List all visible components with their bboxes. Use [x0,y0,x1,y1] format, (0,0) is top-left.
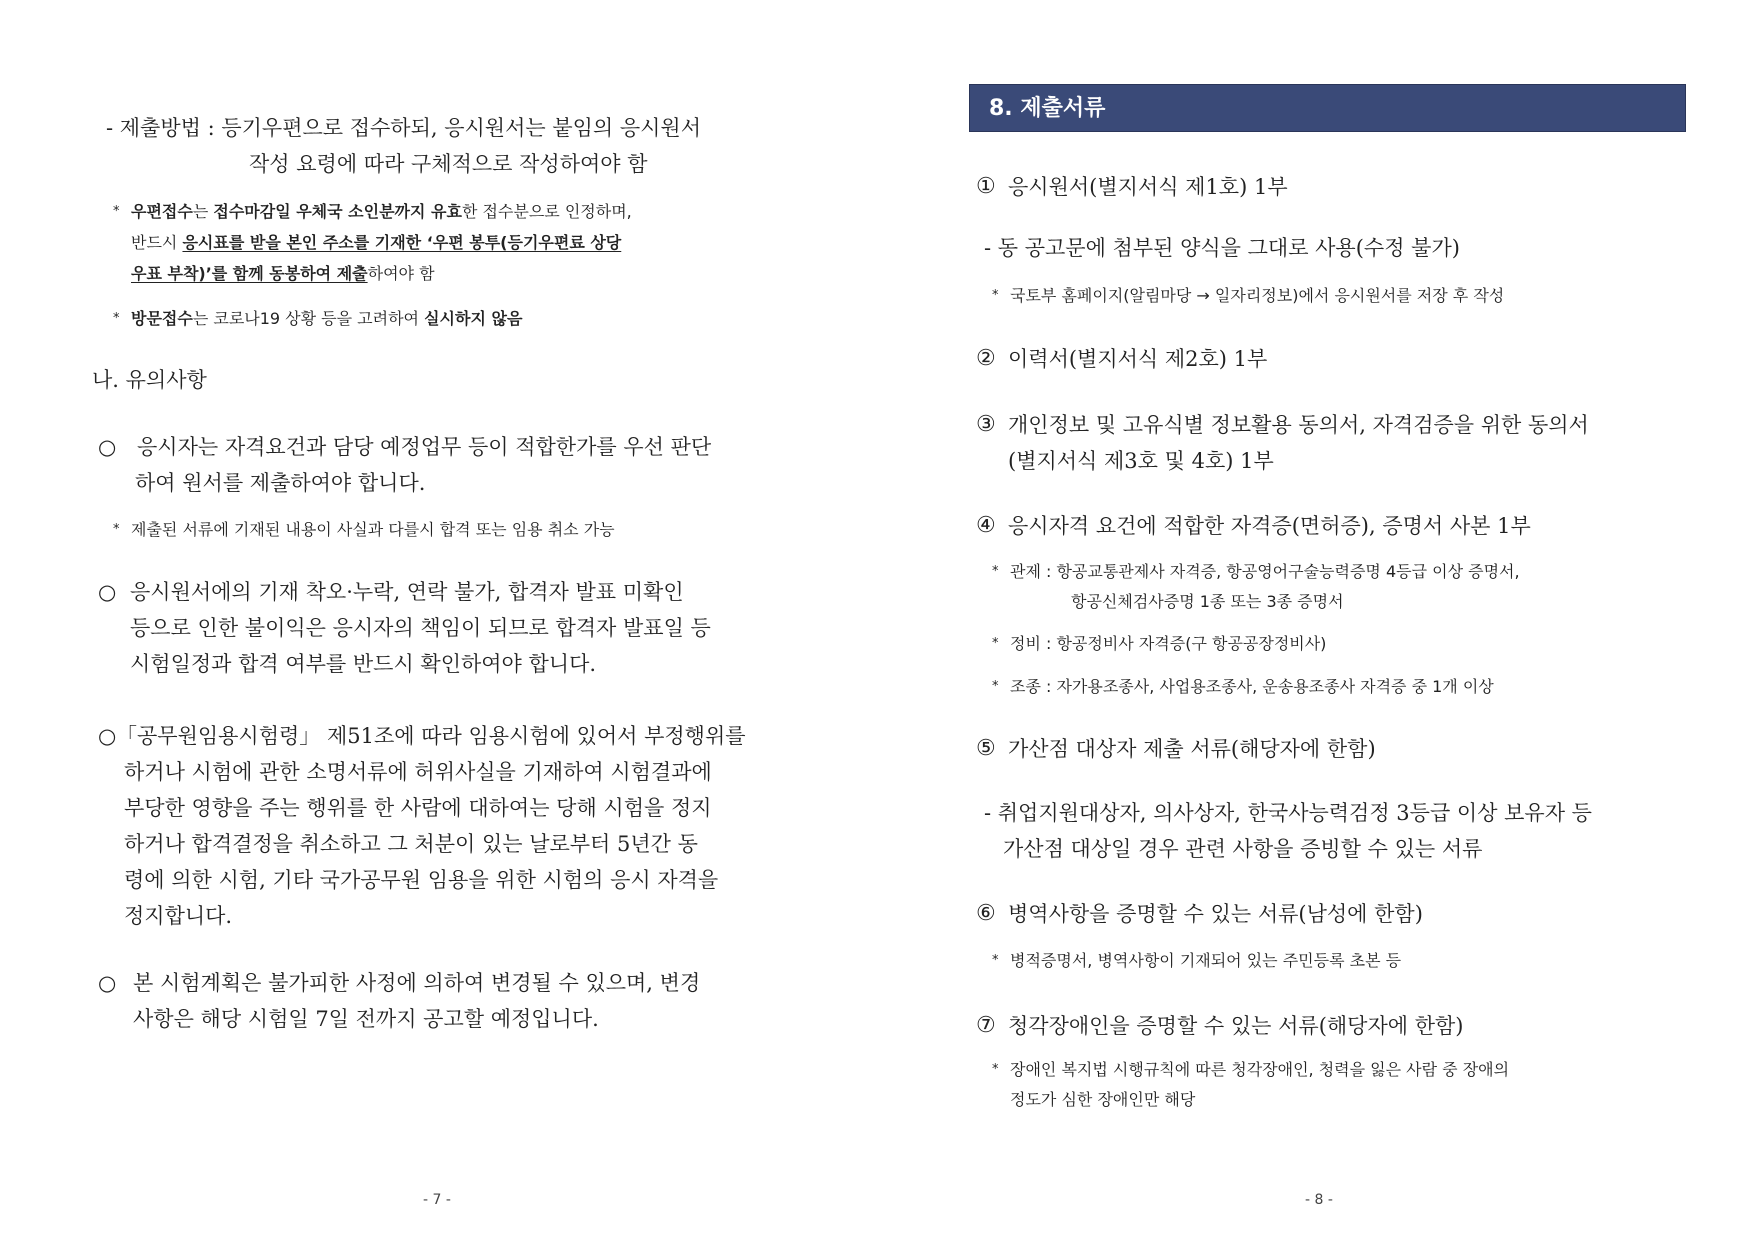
item3-line-5: 령에 의한 시험, 기타 국가공무원 임용을 위한 시험의 응시 자격을 [124,868,719,892]
note-postal-line-3 [131,261,435,287]
doc5-title: 가산점 대상자 제출 서류(해당자에 한함) [1008,737,1376,761]
asterisk-icon: * [992,636,999,651]
item1-note: 제출된 서류에 기재된 내용이 사실과 다를시 합격 또는 임용 취소 가능 [131,520,615,539]
doc4-note-atc-line-1: 관제 : 항공교통관제사 자격증, 항공영어구술능력증명 4등급 이상 증명서, [1010,562,1520,581]
item2-line-2: 등으로 인한 불이익은 응시자의 책임이 되므로 합격자 발표일 등 [130,616,711,640]
text-run: 는 [192,202,214,221]
text-run: 실시하지 않음 [424,309,523,328]
doc4-note-maintenance: 정비 : 항공정비사 자격증(구 항공공장정비사) [1010,634,1327,653]
asterisk-icon: * [992,564,999,579]
doc5-sub-line-1: - 취업지원대상자, 의사상자, 한국사능력검정 3등급 이상 보유자 등 [984,801,1592,825]
asterisk-icon: * [992,679,999,694]
doc1-title: 응시원서(별지서식 제1호) 1부 [1008,175,1288,199]
text-run: 접수마감일 우체국 소인분까지 유효 [213,202,462,221]
circle-bullet-icon: ○ [98,580,117,604]
doc4-note-atc-line-2: 항공신체검사증명 1종 또는 3종 증명서 [1071,592,1344,611]
asterisk-icon: * [992,288,999,303]
circle-bullet-icon: ○ [98,971,117,995]
method-line-1: - 제출방법 : 등기우편으로 접수하되, 응시원서는 붙임의 응시원서 [106,116,702,140]
text-run: 방문접수 [131,309,193,328]
asterisk-icon: * [113,522,120,537]
note-visit [131,306,522,332]
item4-line-1: 본 시험계획은 불가피한 사정에 의하여 변경될 수 있으며, 변경 [133,971,701,995]
circled-number-1-icon: ① [976,174,996,199]
doc4-title: 응시자격 요건에 적합한 자격증(면허증), 증명서 사본 1부 [1008,514,1531,538]
circle-bullet-icon: ○ [98,724,117,748]
doc1-sub: - 동 공고문에 첨부된 양식을 그대로 사용(수정 불가) [984,236,1460,260]
asterisk-icon: * [113,204,120,219]
text-run: 우표 부착)’를 함께 동봉하여 제출 [131,264,368,283]
item1-line-1: 응시자는 자격요건과 담당 예정업무 등이 적합한가를 우선 판단 [137,435,712,459]
circled-number-5-icon: ⑤ [976,736,996,761]
subheading-notice: 나. 유의사항 [92,368,207,392]
doc7-note-line-1: 장애인 복지법 시행규칙에 따른 청각장애인, 청력을 잃은 사람 중 장애의 [1010,1060,1510,1079]
text-run: 한 접수분으로 인정하며, [461,202,632,221]
circled-number-6-icon: ⑥ [976,901,996,926]
doc6-note: 병적증명서, 병역사항이 기재되어 있는 주민등록 초본 등 [1010,951,1402,970]
page-number: - 8 - [1305,1192,1333,1208]
note-postal-line-2 [131,230,621,256]
circle-bullet-icon: ○ [98,435,117,459]
item4-line-2: 사항은 해당 시험일 7일 전까지 공고할 예정입니다. [133,1007,599,1031]
item1-line-2: 하여 원서를 제출하여야 합니다. [135,471,426,495]
text-run: 반드시 [131,233,183,252]
text-run: 응시표를 받을 본인 주소를 기재한 ‘우편 봉투(등기우편료 상당 [182,233,622,252]
doc7-note-line-2: 정도가 심한 장애인만 해당 [1010,1090,1196,1109]
doc5-sub-line-2: 가산점 대상일 경우 관련 사항을 증빙할 수 있는 서류 [1003,837,1483,861]
item3-line-3: 부당한 영향을 주는 행위를 한 사람에 대하여는 당해 시험을 정지 [124,796,712,820]
item2-line-3: 시험일정과 합격 여부를 반드시 확인하여야 합니다. [130,652,597,676]
doc1-note: 국토부 홈페이지(알림마당 → 일자리정보)에서 응시원서를 저장 후 작성 [1010,286,1505,305]
doc2-title: 이력서(별지서식 제2호) 1부 [1008,347,1268,371]
item2-line-1: 응시원서에의 기재 착오·누락, 연락 불가, 합격자 발표 미확인 [130,580,684,604]
circled-number-3-icon: ③ [976,412,996,437]
page-number: - 7 - [423,1192,451,1208]
text-run: 는 코로나19 상황 등을 고려하여 [192,309,425,328]
doc3-line-1: 개인정보 및 고유식별 정보활용 동의서, 자격검증을 위한 동의서 [1008,413,1589,437]
doc4-note-pilot: 조종 : 자가용조종사, 사업용조종사, 운송용조종사 자격증 중 1개 이상 [1010,677,1494,696]
section-header-bar [969,84,1686,132]
section-title: 8. 제출서류 [989,96,1106,121]
item3-line-4: 하거나 합격결정을 취소하고 그 처분이 있는 날로부터 5년간 동 [124,832,698,856]
asterisk-icon: * [992,953,999,968]
doc6-title: 병역사항을 증명할 수 있는 서류(남성에 한함) [1008,902,1423,926]
text-run: 우편접수 [131,202,193,221]
method-line-2: 작성 요령에 따라 구체적으로 작성하여야 함 [249,152,648,176]
circled-number-4-icon: ④ [976,513,996,538]
asterisk-icon: * [992,1062,999,1077]
doc7-title: 청각장애인을 증명할 수 있는 서류(해당자에 한함) [1008,1014,1464,1038]
item3-line-1: 「공무원임용시험령」 제51조에 따라 임용시험에 있어서 부정행위를 [116,724,746,748]
doc3-line-2: (별지서식 제3호 및 4호) 1부 [1008,449,1274,473]
circled-number-2-icon: ② [976,346,996,371]
text-run: 하여야 함 [367,264,435,283]
item3-line-6: 정지합니다. [124,904,233,928]
note-postal-line-1 [131,199,632,225]
circled-number-7-icon: ⑦ [976,1013,996,1038]
asterisk-icon: * [113,311,120,326]
item3-line-2: 하거나 시험에 관한 소명서류에 허위사실을 기재하여 시험결과에 [124,760,712,784]
